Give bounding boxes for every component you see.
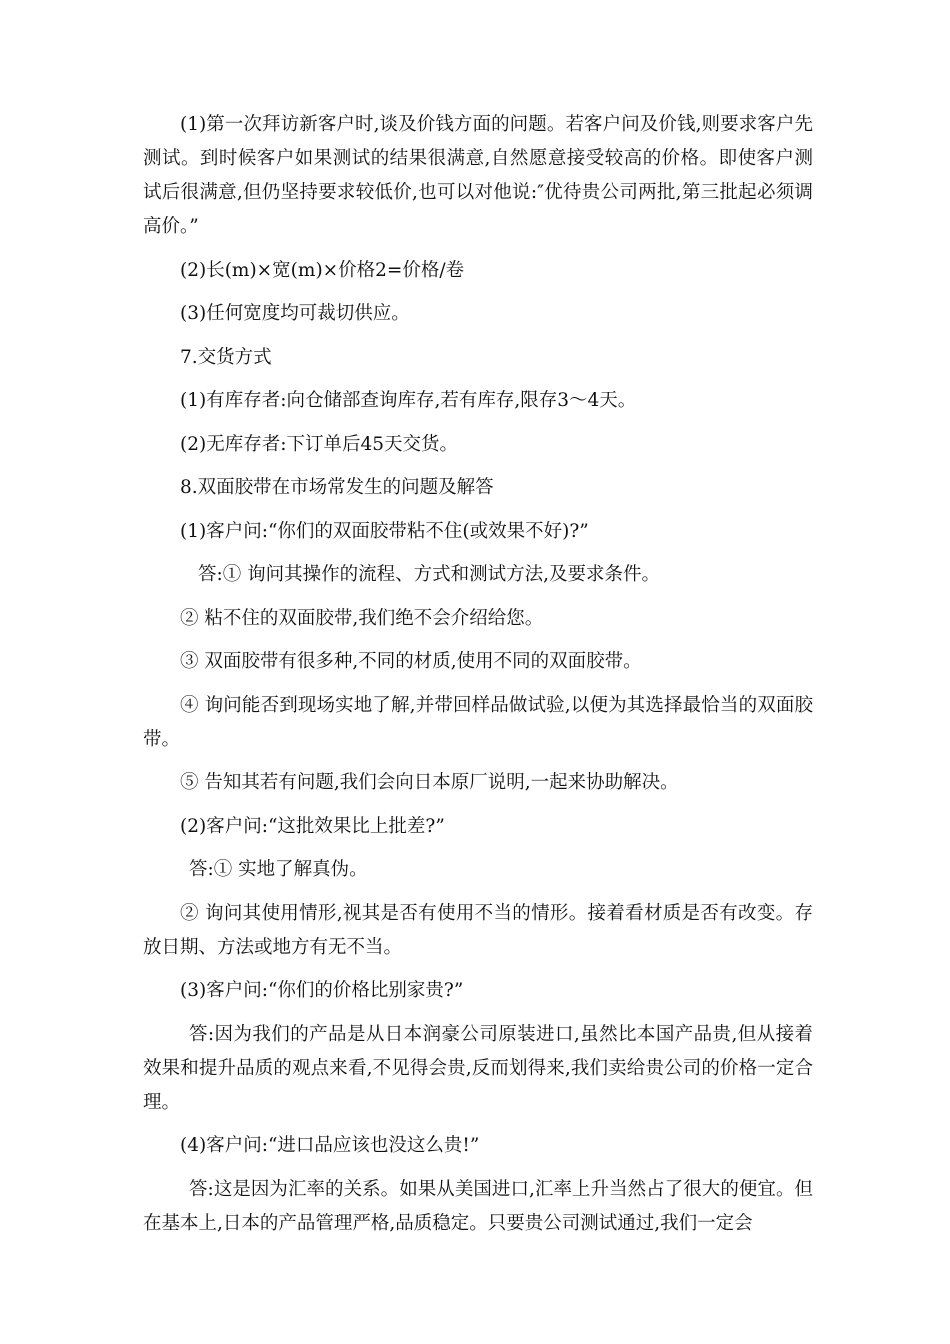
document-body <box>143 108 813 1250</box>
question-4: (4)客户问:“进口品应该也没这么贵!” <box>180 1135 480 1156</box>
answer-1-item-1: 答:① 询问其操作的流程、方式和测试方法,及要求条件。 <box>198 564 660 585</box>
paragraph-price-formula: (2)长(m)×宽(m)×价格2=价格/卷 <box>180 259 465 281</box>
answer-1-item-2: ② 粘不住的双面胶带,我们绝不会介绍给您。 <box>180 607 544 629</box>
answer-4: 答:这是因为汇率的关系。如果从美国进口,汇率上升当然占了很大的便宜。但在基本上,日本的产品管理严格,品质稳定。只要贵公司测试通过,我们一定会 <box>143 1178 813 1234</box>
section-heading-delivery: 7.交货方式 <box>180 346 272 368</box>
answer-2-item-2: ② 询问其使用情形,视其是否有使用不当的情形。接着看材质是否有改变。存放日期、方法或地方有无不当。 <box>143 902 813 958</box>
question-3: (3)客户问:“你们的价格比别家贵?” <box>180 980 464 1001</box>
question-1: (1)客户问:“你们的双面胶带粘不住(或效果不好)?” <box>180 520 589 542</box>
answer-2-item-1: 答:① 实地了解真伪。 <box>189 859 368 880</box>
paragraph-width-cutting: (3)任何宽度均可裁切供应。 <box>180 303 410 324</box>
section-heading-faq: 8.双面胶带在市场常发生的问题及解答 <box>180 477 494 498</box>
answer-1-item-4: ④ 询问能否到现场实地了解,并带回样品做试验,以便为其选择最恰当的双面胶带。 <box>143 694 813 750</box>
paragraph-pricing-first-visit: (1)第一次拜访新客户时,谈及价钱方面的问题。若客户问及价钱,则要求客户先测试。到时候客户如果测试的结果很满意,自然愿意接受较高的价格。即使客户测试后很满意,但仍坚持要求较低价,也可以对他说:″优待贵公司两批,第三批起必须调高价。” <box>143 114 813 237</box>
paragraph-in-stock: (1)有库存者:向仓储部查询库存,若有库存,限存3～4天。 <box>180 390 637 411</box>
question-2: (2)客户问:“这批效果比上批差?” <box>180 815 445 837</box>
answer-3: 答:因为我们的产品是从日本润豪公司原装进口,虽然比本国产品贵,但从接着效果和提升品质的观点来看,不见得会贵,反而划得来,我们卖给贵公司的价格一定合理。 <box>143 1023 813 1113</box>
answer-1-item-5: ⑤ 告知其若有问题,我们会向日本原厂说明,一起来协助解决。 <box>180 772 679 793</box>
answer-1-item-3: ③ 双面胶带有很多种,不同的材质,使用不同的双面胶带。 <box>180 651 642 672</box>
paragraph-no-stock: (2)无库存者:下订单后45天交货。 <box>180 433 458 455</box>
